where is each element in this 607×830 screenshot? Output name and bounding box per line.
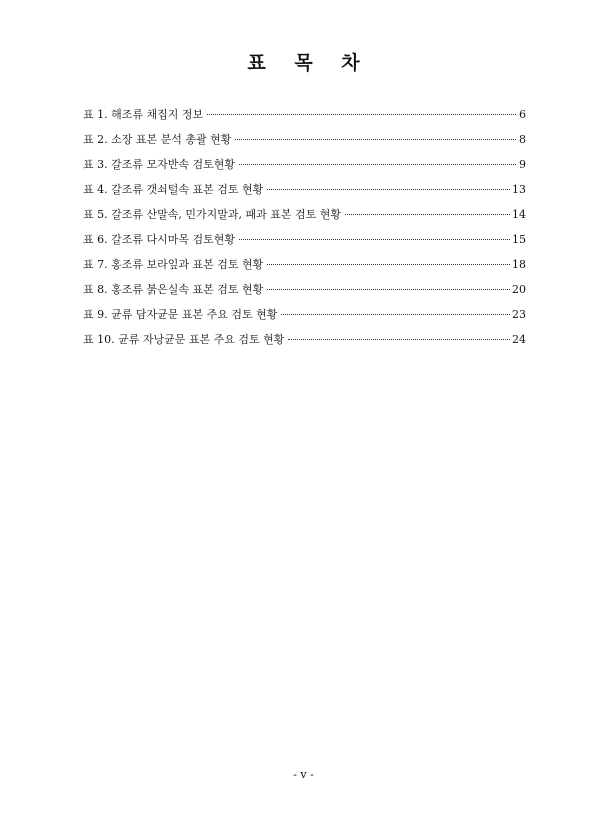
toc-entry[interactable] [83,256,526,281]
toc-leader-dots [288,339,510,340]
table-of-contents [83,106,526,356]
toc-entry-label: 표 9. 균류 담자균문 표본 주요 검토 현황 [83,308,278,321]
toc-leader-dots [239,164,516,165]
toc-entry[interactable] [83,106,526,131]
toc-entry-page-number: 14 [512,208,526,221]
toc-entry-label: 표 4. 갈조류 갯쇠털속 표본 검토 현황 [83,183,264,196]
toc-entry[interactable] [83,206,526,231]
toc-entry-page-number: 6 [519,108,526,121]
toc-entry[interactable] [83,156,526,181]
toc-entry-label: 표 6. 갈조류 다시마목 검토현황 [83,233,235,246]
toc-entry[interactable] [83,306,526,331]
toc-entry-page-number: 13 [512,183,526,196]
toc-entry-page-number: 15 [512,233,526,246]
toc-entry-label: 표 2. 소장 표본 분석 총괄 현황 [83,133,232,146]
page-title: 표 목 차 [247,52,371,74]
toc-entry-label: 표 10. 균류 자낭균문 표본 주요 검토 현황 [83,333,285,346]
toc-leader-dots [281,314,510,315]
toc-entry-label: 표 3. 갈조류 모자반속 검토현황 [83,158,235,171]
toc-entry[interactable] [83,181,526,206]
toc-leader-dots [239,239,510,240]
toc-entry[interactable] [83,331,526,356]
toc-leader-dots [235,139,516,140]
toc-entry[interactable] [83,131,526,156]
page-number-footer: - v - [293,768,314,781]
toc-leader-dots [267,289,510,290]
toc-entry-label: 표 1. 해조류 채집지 정보 [83,108,204,121]
toc-leader-dots [267,264,510,265]
toc-entry-page-number: 20 [512,283,526,296]
toc-entry[interactable] [83,231,526,256]
toc-entry-page-number: 8 [519,133,526,146]
toc-leader-dots [207,114,516,115]
toc-leader-dots [345,214,510,215]
toc-entry-page-number: 24 [512,333,526,346]
toc-entry-label: 표 5. 갈조류 산말속, 민가지말과, 패과 표본 검토 현황 [83,208,341,221]
toc-entry-label: 표 8. 홍조류 붉은실속 표본 검토 현황 [83,283,264,296]
toc-entry-label: 표 7. 홍조류 보라잎과 표본 검토 현황 [83,258,264,271]
toc-entry-page-number: 9 [519,158,526,171]
toc-leader-dots [267,189,510,190]
toc-entry-page-number: 23 [512,308,526,321]
toc-entry-page-number: 18 [512,258,526,271]
toc-entry[interactable] [83,281,526,306]
